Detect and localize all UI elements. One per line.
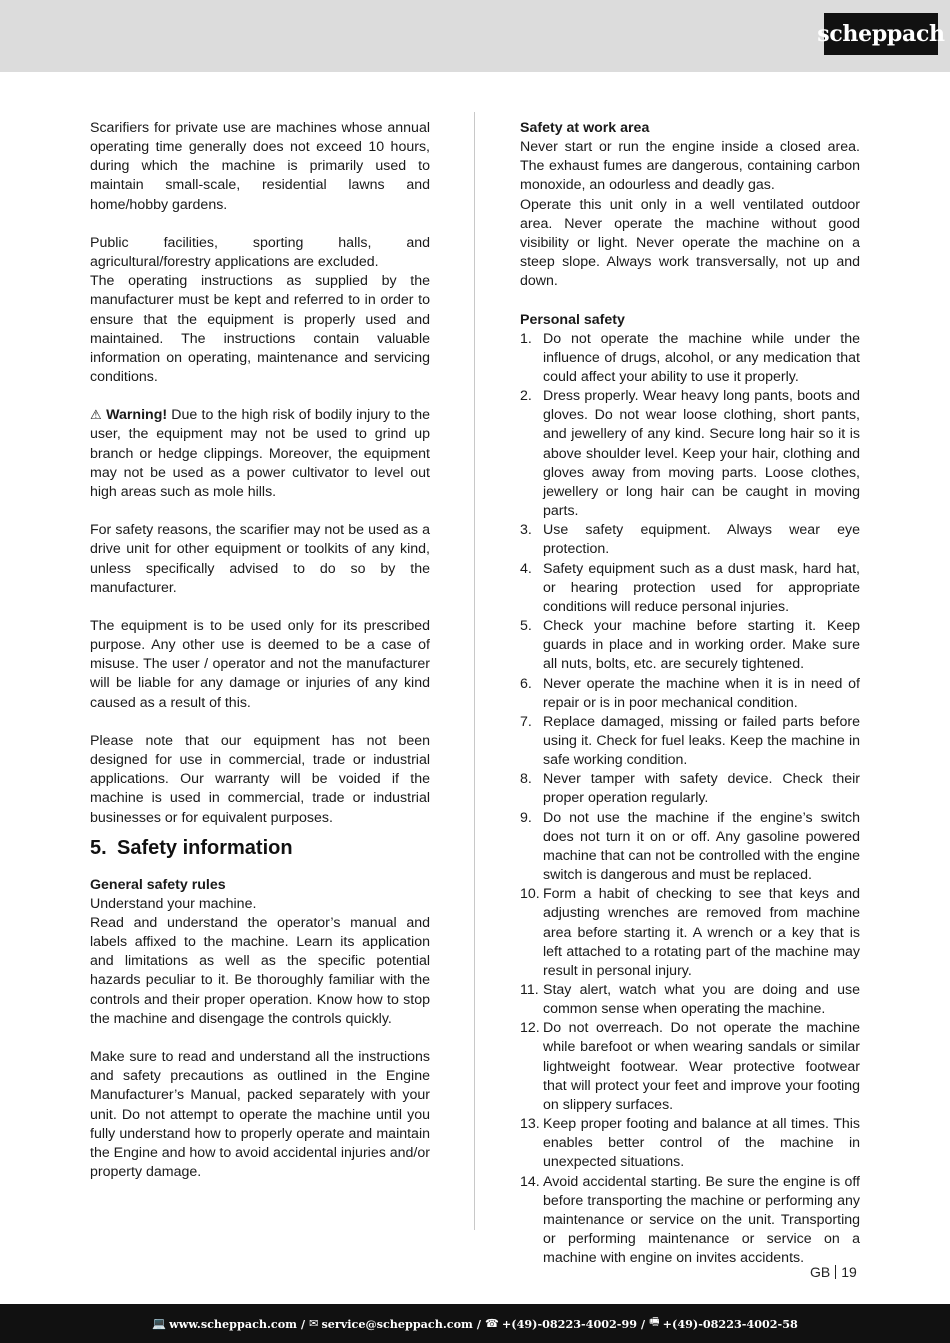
item-number: 12. [520, 1020, 540, 1037]
section-title-text: Safety information [117, 836, 293, 859]
item-text: Never tamper with safety device. Check their proper operation regularly. [543, 771, 860, 807]
warning-paragraph [90, 406, 430, 502]
paragraph: For safety reasons, the scarifier may not be used as a drive unit for other equipment or toolkits of any kind, unless specifically advised to do so by the manufacturer. [90, 522, 430, 596]
list-item [520, 770, 860, 808]
paragraph: The equipment is to be used only for its prescribed purpose. Any other use is deemed to be a case of misuse. The user / operator and not the manufacturer will be liable for any damage or injuries of any kind caused as a result of this. [90, 618, 430, 711]
item-number: 4. [520, 560, 532, 577]
paragraph: Operate this unit only in a well ventilated outdoor area. Never operate the machine without good visibility or light. Never operate the machine on a steep slope. Always work transversally, not up and down. [520, 196, 860, 290]
contact-footer [0, 1304, 950, 1343]
fax-icon: 🖷 [649, 1315, 660, 1328]
item-number: 8. [520, 771, 532, 788]
personal-safety-list [520, 330, 860, 1269]
item-text: Never operate the machine when it is in need of repair or is in poor mechanical condition. [543, 675, 860, 711]
footer-email: service@scheppach.com [321, 1316, 473, 1331]
item-number: 5. [520, 618, 532, 635]
footer-phone: +(49)-08223-4002-99 [501, 1316, 638, 1331]
item-text: Replace damaged, missing or failed parts before using it. Check for fuel leaks. Keep the machine in safe working condition. [543, 713, 860, 769]
subheading: Personal safety [520, 311, 625, 328]
phone-icon: ☎ [484, 1317, 499, 1330]
paragraph: Understand your machine. [90, 895, 257, 912]
list-item [520, 713, 860, 770]
item-text: Do not overreach. Do not operate the machine while barefoot or when wearing sandals or similar lightweight footwear. Wear protective footwear that will protect your feet and improve your footing on slippery surfaces. [543, 1020, 860, 1113]
paragraph: Read and understand the operator’s manual and labels affixed to the machine. Learn its application and limitations as well as the specific potential hazards peculiar to it. Be thoroughly familiar with the controls and their proper operation. Know how to stop the machine and disengage the controls quickly. [90, 915, 430, 1027]
item-text: Check your machine before starting it. Keep guards in place and in working order. Make sure all nuts, bolts, etc. are securely tightened. [543, 618, 860, 673]
item-number: 7. [520, 713, 532, 730]
item-text: Stay alert, watch what you are doing and use common sense when operating the machine. [543, 982, 860, 1018]
column-divider [474, 112, 475, 1230]
list-item [520, 387, 860, 521]
subheading: General safety rules [90, 876, 226, 893]
item-text: Dress properly. Wear heavy long pants, boots and gloves. Do not wear loose clothing, short pants, and jewellery of any kind. Secure long hair so it is above shoulder level. Keep your hair, clothing and gloves away from moving parts. Loose clothes, jewellery or long hair can be caught in moving parts. [543, 388, 860, 520]
item-number: 2. [520, 388, 532, 405]
item-number: 13. [520, 1116, 540, 1133]
list-item [520, 809, 860, 886]
list-item [520, 1019, 860, 1115]
list-item [520, 1173, 860, 1269]
warning-label: Warning! [106, 407, 168, 424]
list-item [520, 330, 860, 387]
item-text: Do not use the machine if the engine’s switch does not turn it on or off. Any gasoline powered machine that can not be controlled with the engine switch is dangerous and must be replaced. [543, 809, 860, 884]
mail-icon: ✉ [309, 1317, 319, 1330]
header-band [0, 0, 950, 72]
warning-icon: ⚠ [90, 408, 102, 424]
footer-separator: / [641, 1316, 646, 1331]
section-number: 5. [90, 836, 107, 859]
paragraph: Scarifiers for private use are machines whose annual operating time generally does not exceed 10 hours, during which the machine is primarily used to maintain small-scale, residential lawns and home/hobby gardens. [90, 120, 430, 213]
item-number: 1. [520, 330, 532, 347]
right-column [520, 119, 860, 1268]
section-title [90, 836, 430, 860]
item-number: 9. [520, 809, 532, 826]
footer-separator: / [476, 1316, 481, 1331]
item-text: Safety equipment such as a dust mask, hard hat, or hearing protection used for appropriate conditions will reduce personal injuries. [543, 560, 860, 615]
subheading: Safety at work area [520, 120, 650, 136]
list-item [520, 560, 860, 617]
list-item [520, 675, 860, 713]
warning-text: Due to the high risk of bodily injury to the user, the equipment may not be used to grind up branch or hedge clippings. Moreover, the equipment may not be used as a power cultivator to level out high areas such as mole hills. [90, 407, 430, 500]
left-column [90, 119, 430, 1182]
list-item [520, 617, 860, 674]
item-text: Keep proper footing and balance at all times. This enables better control of the machine in unexpected situations. [543, 1116, 860, 1171]
footer-separator: / [301, 1316, 306, 1331]
paragraph: The operating instructions as supplied by the manufacturer must be kept and referred to in order to ensure that the equipment is properly used and maintained. The instructions contain valuable information on operating, maintenance and servicing conditions. [90, 273, 430, 386]
footer-fax: +(49)-08223-4002-58 [662, 1316, 798, 1331]
scheppach-logo: scheppach [824, 13, 938, 55]
item-number: 14. [520, 1173, 540, 1190]
paragraph: Please note that our equipment has not been designed for use in commercial, trade or industrial applications. Our warranty will be voided if the machine is used in commercial, trade or industrial businesses or for equivalent purposes. [90, 732, 430, 826]
item-number: 11. [520, 982, 539, 999]
paragraph: Public facilities, sporting halls, and agricultural/forestry applications are excluded. [90, 234, 430, 271]
list-item [520, 1115, 860, 1172]
item-text: Use safety equipment. Always wear eye protection. [543, 522, 860, 558]
list-item [520, 521, 860, 559]
item-number: 6. [520, 675, 532, 692]
footer-website: www.scheppach.com [169, 1316, 298, 1331]
item-number: 3. [520, 522, 532, 539]
page-language: GB [810, 1264, 831, 1280]
item-number: 10. [520, 886, 540, 903]
item-text: Form a habit of checking to see that keys and adjusting wrenches are removed from machine area before starting it. A wrench or a key that is left attached to a rotating part of the machine may result in personal injury. [543, 886, 860, 979]
page-number-value: 19 [841, 1264, 857, 1280]
paragraph: Make sure to read and understand all the instructions and safety precautions as outlined in the Engine Manufacturer’s Manual, packed separately with your unit. Do not attempt to operate the machine until you fully understand how to properly operate and maintain the Engine and how to avoid accidental injuries and/or property damage. [90, 1049, 430, 1181]
paragraph: Never start or run the engine inside a closed area. The exhaust fumes are dangerous, containing carbon monoxide, an odourless and deadly gas. [520, 139, 860, 194]
item-text: Do not operate the machine while under the influence of drugs, alcohol, or any medication that could affect your ability to use it properly. [543, 330, 860, 386]
item-text: Avoid accidental starting. Be sure the engine is off before transporting the machine or performing any maintenance or service on the unit. Transporting or performing maintenance or service on a machine with engine on invites accidents. [543, 1173, 860, 1267]
page-number [810, 1264, 857, 1280]
computer-icon: 💻 [152, 1317, 167, 1330]
list-item [520, 981, 860, 1019]
list-item [520, 885, 860, 981]
